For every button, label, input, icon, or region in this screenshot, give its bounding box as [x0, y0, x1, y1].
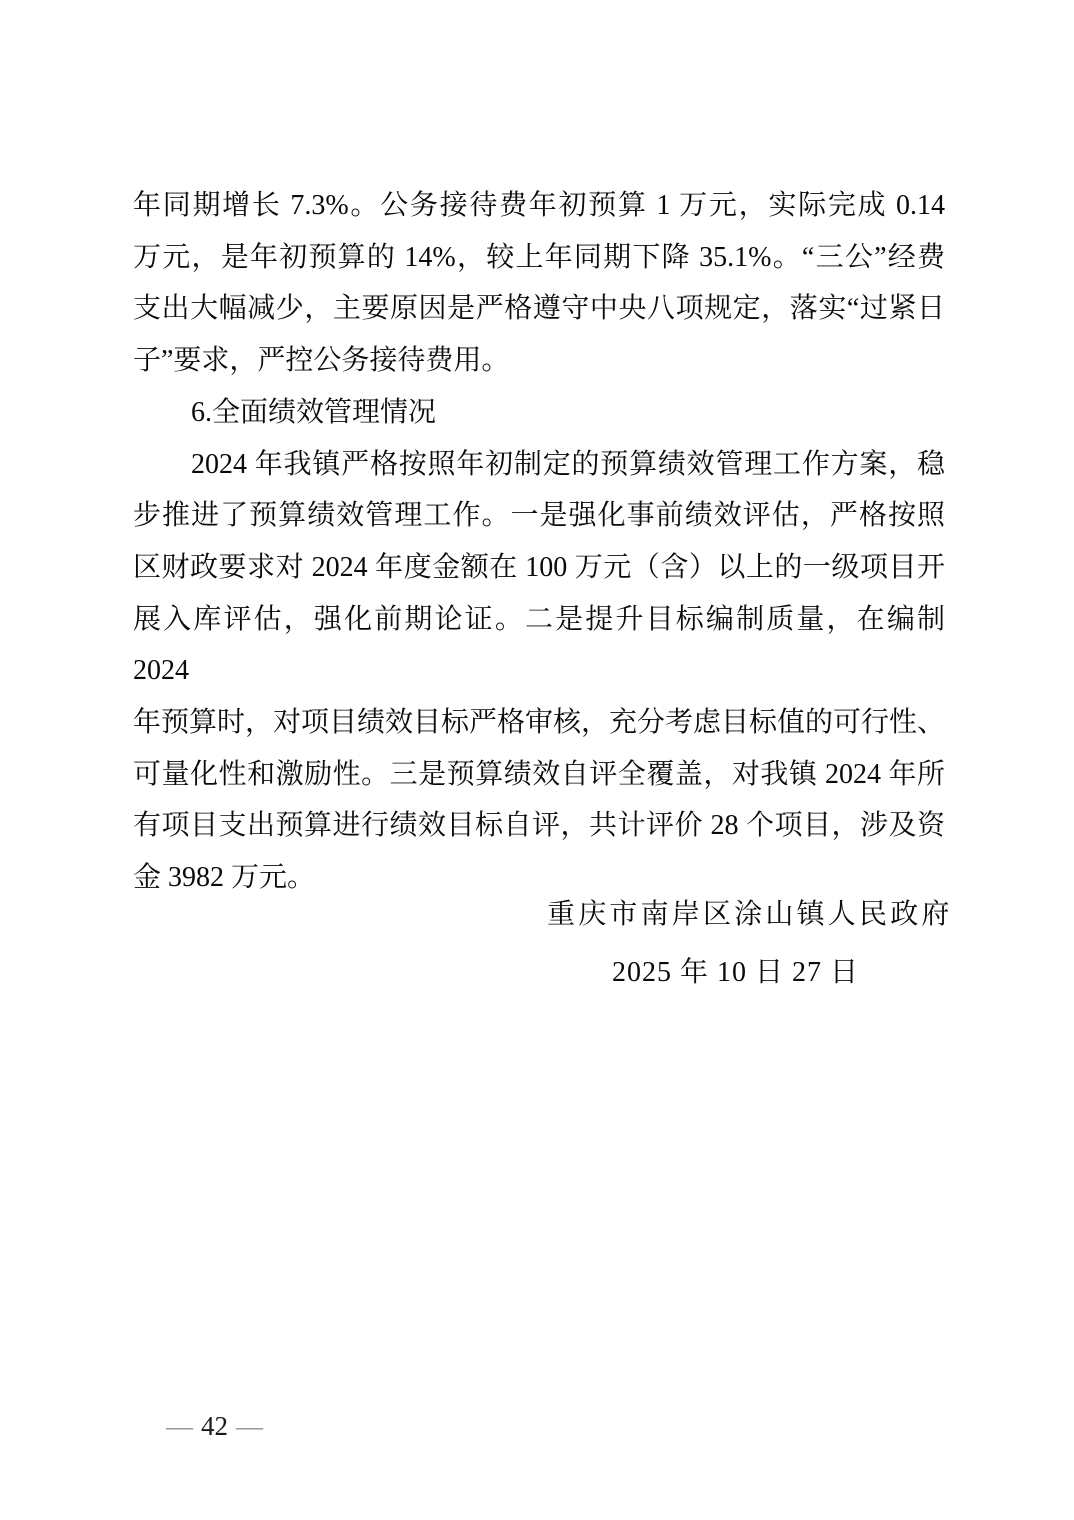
body-line: 年预算时，对项目绩效目标严格审核，充分考虑目标值的可行性、 [133, 707, 946, 739]
page-number: 42 [201, 1411, 228, 1441]
body-line: 支出大幅减少，主要原因是严格遵守中央八项规定，落实“过紧日 [133, 293, 945, 325]
body-line: 2024 年我镇严格按照年初制定的预算绩效管理工作方案，稳 [191, 448, 945, 480]
footer-dash-right: — [236, 1411, 263, 1441]
body-line: 可量化性和激励性。三是预算绩效自评全覆盖，对我镇 2024 年所 [133, 758, 945, 790]
body-line: 年同期增长 7.3%。公务接待费年初预算 1 万元，实际完成 0.14 [133, 190, 945, 221]
signature-line: 重庆市南岸区涂山镇人民政府 [547, 899, 953, 930]
body-line: 6.全面绩效管理情况 [191, 396, 437, 428]
footer-dash-left: — [166, 1411, 193, 1441]
body-line: 展入库评估，强化前期论证。二是提升目标编制质量，在编制 2024 [133, 603, 945, 687]
date-line: 2025 年 10 日 27 日 [612, 957, 860, 988]
body-line: 万元，是年初预算的 14%，较上年同期下降 35.1%。“三公”经费 [133, 241, 945, 273]
body-line: 区财政要求对 2024 年度金额在 100 万元（含）以上的一级项目开 [133, 551, 945, 583]
body-line: 有项目支出预算进行绩效目标自评，共计评价 28 个项目，涉及资 [133, 810, 945, 842]
body-line: 步推进了预算绩效管理工作。一是强化事前绩效评估，严格按照 [133, 500, 945, 532]
body-line: 子”要求，严控公务接待费用。 [133, 345, 510, 377]
body-text [133, 180, 945, 904]
page-footer [158, 1410, 271, 1442]
body-line: 金 3982 万元。 [133, 862, 316, 894]
